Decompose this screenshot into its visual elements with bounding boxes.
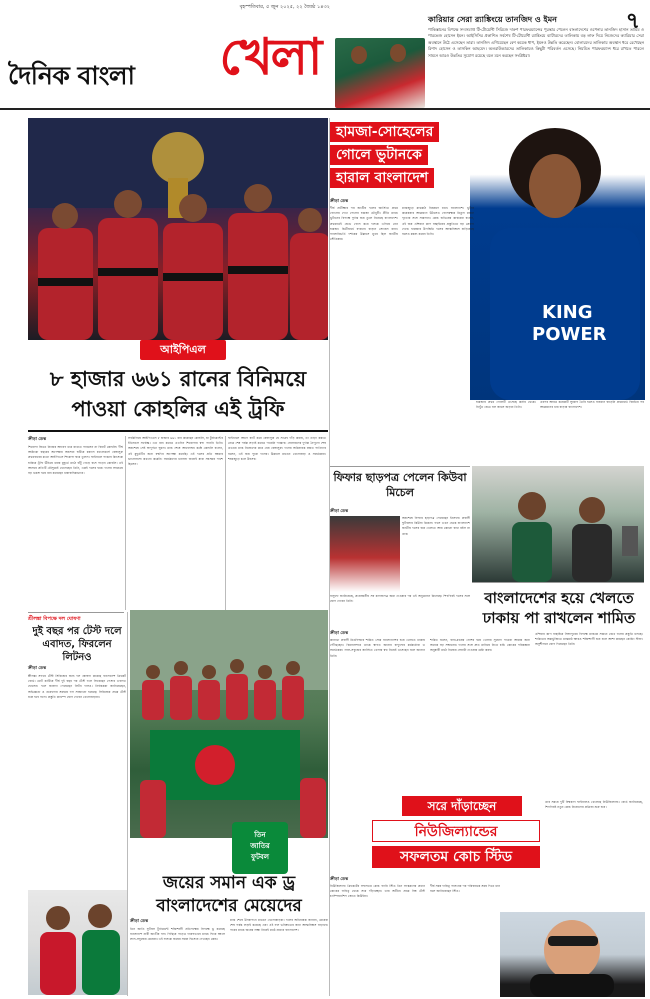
fifa-column-1: অবশেষে ফিফার ছাড়পত্র পেয়েছেন ইংল্যান্ড প্রবাসী ফুটবলার কিউবা মিচেল। ফলে এখন থেকে বাংলাদেশ জাতীয় দলের হয়ে খেলতে আর কোনো বাধা রইল না তার। <box>402 516 470 536</box>
top-story-headline: কারিয়ার সেরা র‍্যাঙ্কিংয়ে তানজিদ ও ইমন <box>428 15 557 24</box>
shamit-divider <box>472 582 644 583</box>
fifa-headline: ফিফার ছাড়পত্র পেলেন কিউবা মিচেল <box>333 471 467 499</box>
stead-column-3: তার সময়ে দুটি বিশ্বকাপ ফাইনালও খেলেছে নিউজিল্যান্ড। বোর্ড জানিয়েছে, শিগগিরই নতুন কোচ নিয়োগের প্রক্রিয়া শুরু হবে। <box>545 800 643 810</box>
badge-line: জাতির <box>250 842 270 850</box>
ipl-column-3: ফাইনালে আগে ব্যাট করে বেঙ্গালুরু যে সংগ্রহ দাঁড় করায়, তা তাড়া করতে নেমে শেষ পর্যন্ত লড়াই করেও পারেনি পাঞ্জাব। বোলারদের দুর্দান্ত নৈপুণ্যে শেষ ওভারে ম্যাচ নিজেদের করে নেয় বেঙ্গালুরু। দলের অধিনায়ক রজত পাতিদার বলেন, এই জয় পুরো দলের। উল্লাসে মাতেন খেলোয়াড় ও সমর্থকেরা। শহরজুড়ে চলে উৎসব। <box>228 436 326 461</box>
football-headline: জয়ের সমান এক ড্র বাংলাদেশের মেয়েদের <box>156 873 302 916</box>
badge-line: তিন <box>254 831 266 839</box>
shamit-column-2: শামিত বলেন, বাবা-মায়ের দেশের হয়ে খেলার সুযোগ পাওয়া আমার জন্য অনেক বড় সম্মানের। দলের সঙ্গে দ্রুত মানিয়ে নিতে চাই। কোচের পরিকল্পনা অনুযায়ী মাঠে নিজের সেরাটা দেওয়ার চেষ্টা করব। <box>430 638 530 653</box>
stead-headline-box <box>372 796 540 870</box>
ipl-column-2: সবমিলিয়ে আইপিএলে ৮ হাজার ৬৬১ রান করেছেন কোহলি, যা টুর্নামেন্টের ইতিহাসে সর্বোচ্চ। এত রান করেও এতদিন শিরোপার স্বাদ পাননি তিনি। অবশেষে সেই অপূর্ণতা ঘুচল। ম্যাচ শেষে আবেগঘন কণ্ঠে কোহলি বলেন, এই মুহূর্তটির জন্য বহুদিন অপেক্ষা করেছি। এই দলের প্রতি আমার ভালোবাসা কখনো কমেনি। সমর্থকদের ধন্যবাদ জানাই যারা সবসময় পাশে ছিলেন। <box>128 436 223 467</box>
column-rule <box>225 436 226 610</box>
women-football-team-photo <box>130 610 328 838</box>
column-rule <box>125 436 126 610</box>
ipl-celebration-photo <box>28 118 328 340</box>
hamza-headline-line-3: হারাল বাংলাদেশ <box>330 168 434 188</box>
date-line: বৃহস্পতিবার, ৫ জুন ২০২৫, ২২ জ্যৈষ্ঠ ১৪৩২ <box>239 4 330 10</box>
shamit-column-1: কানাডা প্রবাসী মিডফিল্ডার শামিত সোম বাংলাদেশের হয়ে খেলতে ঢাকায় পৌঁছেছেন। বিমানবন্দরে তাকে স্বাগত জানান বাফুফের কর্মকর্তারা ও সমর্থকেরা। লাল-সবুজের জার্সিতে খেলার স্বপ্ন নিয়েই এসেছেন বলে জানান তিনি। <box>330 638 425 658</box>
stead-headline-line-2: নিউজিল্যান্ডের <box>372 820 540 842</box>
brand-name-big: খেলা <box>219 28 321 86</box>
hamza-byline: ক্রীড়া ডেস্ক <box>330 198 349 203</box>
stead-column-1: নিউজিল্যান্ড ক্রিকেটের সফলতম কোচ গ্যারি স্টিড তিন সংস্করণের প্রধান কোচের দায়িত্ব থেকে সরে দাঁড়াচ্ছেন। তার অধীনে প্রথম বিশ্ব টেস্ট চ্যাম্পিয়নশিপ জেতে কিউইরা। <box>330 884 425 899</box>
shamit-column-3: এশিয়ান কাপ বাছাইয়ে সিঙ্গাপুরের বিপক্ষে ম্যাচকে সামনে রেখে দলের প্রস্তুতি চলছে। শামিতের অন্তর্ভুক্তিতে মাঝমাঠ আরও শক্তিশালী হবে বলে আশা করছেন কোচিং স্টাফ। অনুশীলনে যোগ দিয়েছেন তিনি। <box>535 632 643 647</box>
football-byline: ক্রীড়া ডেস্ক <box>130 918 149 923</box>
ipl-byline: ক্রীড়া ডেস্ক <box>28 436 47 441</box>
football-column-1: তিন জাতি ফুটবল টুর্নামেন্টে শক্তিশালী প্রতিপক্ষের বিপক্ষে ড্র করেছে বাংলাদেশ নারী জাতীয় দল। পিছিয়ে পড়েও দারুণভাবে ম্যাচে ফিরে আসে লাল-সবুজের মেয়েরা। এই ফলকে জয়ের সমান হিসেবে দেখছেন কোচ। <box>130 927 225 942</box>
masthead-players-photo <box>335 38 425 108</box>
brand-name-small: দৈনিক বাংলা <box>8 61 135 90</box>
test-story-headline: দুই বছর পর টেস্ট দলে এবাদত, ফিরলেন লিটনও <box>32 626 122 663</box>
three-nation-football-badge <box>232 822 288 874</box>
fifa-column-2: বাফুফে জানিয়েছে, প্রয়োজনীয় সব কাগজপত্র জমা দেওয়ার পর এই অনুমোদন মিলেছে। শিগগিরই দলের সঙ্গে যোগ দেবেন তিনি। <box>330 594 470 604</box>
test-players-photo <box>28 890 128 995</box>
test-story-divider <box>28 612 124 613</box>
stead-headline-line-1: সরে দাঁড়াচ্ছেন <box>402 796 522 816</box>
hamza-column-2: ম্যাচজুড়ে মাঝমাঠ নিয়ন্ত্রণে রাখে বাংলাদেশ। ভুটান কয়েকবার আক্রমণে উঠলেও গোলরক্ষক মিতুল মারমা দৃঢ়তার সঙ্গে সামলান। কোচ হাভিয়ের কাবরেরা বলেন, এই জয় এশিয়ান কাপ বাছাইয়ের প্রস্তুতিতে বড় প্রেরণা দেবে। হামজার উপস্থিতি দলের আত্মবিশ্বাস বাড়িয়েছে বলেও মন্তব্য করেন তিনি। <box>402 206 474 237</box>
badge-line: ফুটবল <box>250 853 270 861</box>
fifa-divider <box>330 466 470 467</box>
svg-text:KING: KING <box>542 302 593 323</box>
football-column-2: ম্যাচ শেষে উদযাপনে মাতেন খেলোয়াড়রা। দলের অধিনায়ক জানান, মেয়েরা শেষ পর্যন্ত লড়াই করেছে এবং এই ফল ভবিষ্যতের জন্য আত্মবিশ্বাস বাড়াবে। পরের ম্যাচে জয়ের লক্ষ্য নিয়েই মাঠে নামবে বাংলাদেশ। <box>230 918 328 933</box>
shamit-byline: ক্রীড়া ডেস্ক <box>330 630 349 635</box>
svg-text:POWER: POWER <box>532 324 607 345</box>
page-column-rule <box>127 612 128 996</box>
gary-stead-photo <box>500 912 645 997</box>
hamza-headline-box <box>330 118 470 190</box>
hamza-headline-line-1: হামজা-সোহেলের <box>330 122 439 142</box>
hamza-column-1: দীর্ঘ প্রতীক্ষার পর জাতীয় দলের জার্সিতে প্রথম গোলের দেখা পেলেন হামজা চৌধুরী। প্রীতি ম্যাচে ভুটানের বিপক্ষে দুর্দান্ত জয় তুলে নিয়েছে বাংলাদেশ। প্রথমার্ধেই হেডে গোল করে দলকে এগিয়ে নেন হামজা। দ্বিতীয়ার্ধে ব্যবধান বাড়ান সোহেল রানা। গ্যালারিভর্তি দর্শকের উল্লাসে মুখর ছিল জাতীয় স্টেডিয়াম। <box>330 206 398 242</box>
ipl-column-1: শিরোপা জিতে নিজের আবেগ ধরে রাখতে পারলেন না বিরাট কোহলি। দীর্ঘ আঠারো বছরের অপেক্ষার অবসান ঘটিয়ে রয়্যাল চ্যালেঞ্জার্স বেঙ্গালুরু প্রথমবারের মতো আইপিএল শিরোপা ঘরে তুলল। ফাইনালে পাঞ্জাব কিংসকে হারিয়ে ট্রফি উঁচিয়ে ধরার মুহূর্তে মাঠে হাঁটু গেড়ে বসে পড়েন কোহলি। এই আসরে প্রতিটি মৌসুমেই খেলেছেন তিনি, একই দলের হয়ে। দলের সবচেয়ে বড় ভরসা হয়ে রান করেছেন ধারাবাহিকভাবে। <box>28 445 123 476</box>
player-face <box>351 46 367 64</box>
masthead-divider <box>0 108 650 110</box>
test-story-byline: ক্রীড়া ডেস্ক <box>28 665 47 670</box>
hamza-player-photo <box>470 118 645 400</box>
hamza-column-3: হামজার প্রথম গোলটি এসেছে কর্নার থেকে। নিখুঁত হেডে বল জালে জড়ান তিনি। <box>476 400 536 410</box>
top-story-body: পাকিস্তানের বিপক্ষে সদ্যসমাপ্ত টি-টোয়েন্টি সিরিজে দারুণ পারফরম্যান্সের পুরস্কার পেলেন বাংলাদেশের ওপেনার তানজিদ হাসান তামিম ও পারভেজ হোসেন ইমন। আইসিসির প্রকাশিত সর্বশেষ টি-টোয়েন্টি র‍্যাঙ্কিংয়ে ব্যাটারদের তালিকায় বড় লাফ দিয়ে নিজেদের ক্যারিয়ার সেরা অবস্থানে উঠে এসেছেন তারা। তানজিদ এগিয়েছেন বেশ কয়েক ধাপ, ইমনও উন্নতি করেছেন। বোলারদের তালিকায় অবস্থান ধরে রেখেছেন রিশাদ হোসেন ও তাসকিন আহমেদ। অলরাউন্ডারদের তালিকায়ও কিছুটা পরিবর্তন এসেছে। নিয়মিত পারফরম্যান্স ধরে রাখতে পারলে সামনে আরও উন্নতির সুযোগ রয়েছে বলে মনে করছেন সংশ্লিষ্টরা। <box>428 27 644 58</box>
ipl-divider <box>28 430 328 432</box>
test-story-kicker: শ্রীলঙ্কা বিপক্ষে দল ঘোষণা <box>28 616 81 622</box>
shamit-headline: বাংলাদেশের হয়ে খেলতে ঢাকায় পা রাখলেন শামিত <box>482 589 636 627</box>
ipl-headline: ৮ হাজার ৬৬১ রানের বিনিময়ে পাওয়া কোহলির এই ট্রফি <box>49 367 307 421</box>
hamza-headline-line-2: গোলে ভুটানকে <box>330 145 428 165</box>
test-story-body: শ্রীলঙ্কা সফরে টেস্ট সিরিজের জন্য দল ঘোষণা করেছে বাংলাদেশ ক্রিকেট বোর্ড। চোট কাটিয়ে দীর্ঘ দুই বছর পর টেস্ট দলে ফিরেছেন পেসার এবাদত হোসেন। দলে জায়গা পেয়েছেন লিটন দাসও। নির্বাচকরা জানিয়েছেন, অভিজ্ঞতা ও তারুণ্যের সমন্বয়ে দল সাজানো হয়েছে। সিরিজের প্রথম টেস্ট শুরু হবে গলে। প্রস্তুতি ক্যাম্পে যোগ দেবেন খেলোয়াড়রা। <box>28 674 126 699</box>
stead-headline-line-3: সফলতম কোচ স্টিড <box>372 846 540 868</box>
fifa-byline: ক্রীড়া ডেস্ক <box>330 508 349 513</box>
ipl-kicker-label: আইপিএল <box>140 340 226 360</box>
hamza-column-4: এরপর আরও কয়েকটি সুযোগ তৈরি হলেও ব্যবধান বাড়েনি প্রথমার্ধে। বিরতির পর আক্রমণের ধার বাড়ায় বাংলাদেশ। <box>540 400 644 410</box>
page-column-rule <box>329 118 330 996</box>
stead-byline: ক্রীড়া ডেস্ক <box>330 876 349 881</box>
shamit-arrival-photo <box>472 466 644 582</box>
stead-column-2: দীর্ঘ সময় দায়িত্ব পালনের পর পরিবারকে সময় দিতে চান বলে জানিয়েছেন স্টিড। <box>430 884 500 894</box>
player-face <box>390 44 406 62</box>
cuba-mitchell-photo <box>330 516 400 592</box>
page-number: ৭ <box>625 9 640 34</box>
